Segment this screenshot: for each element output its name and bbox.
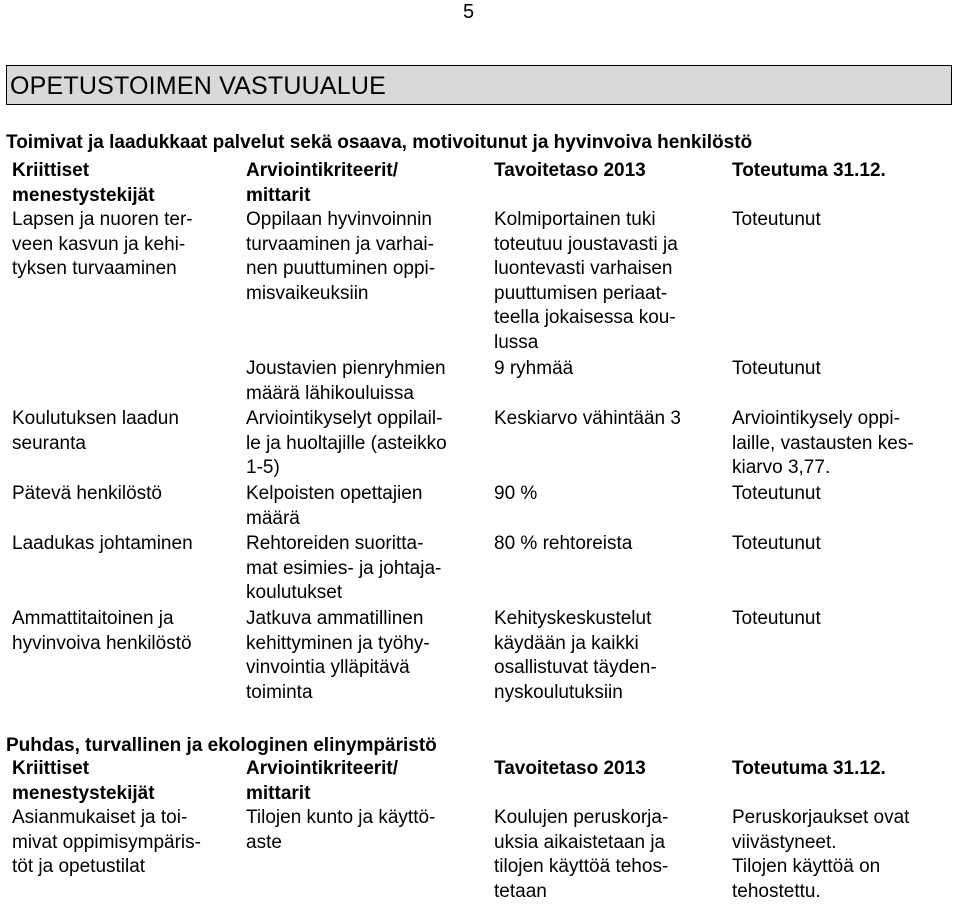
- table-cell: Pätevä henkilöstö: [12, 483, 162, 504]
- table-cell: Joustavien pienryhmien määrä lähikouluissa: [246, 358, 446, 404]
- header-cell: Tavoitetaso 2013: [494, 160, 646, 181]
- table-cell: Rehtoreiden suoritta- mat esimies- ja johtaja- koulutukset: [246, 533, 442, 603]
- table-cell: Arviointikyselyt oppilail- le ja huoltajille (asteikko 1-5): [246, 408, 447, 478]
- table-cell: Ammattitaitoinen ja hyvinvoiva henkilöstö: [12, 608, 192, 654]
- table-cell: Oppilaan hyvinvoinnin turvaaminen ja varhai- nen puuttuminen oppi- misvaikeuksiin: [246, 209, 436, 304]
- title-banner: [6, 65, 952, 105]
- table-cell: Lapsen ja nuoren ter- veen kasvun ja kehi- tyksen turvaaminen: [12, 209, 193, 279]
- table-cell: Toteutunut: [732, 533, 821, 554]
- table-cell: Toteutunut: [732, 608, 821, 629]
- table-cell: Kelpoisten opettajien määrä: [246, 483, 423, 529]
- header-cell: Tavoitetaso 2013: [494, 758, 646, 779]
- header-cell: Kriittiset menestystekijät: [12, 160, 155, 206]
- table-cell: Tilojen kunto ja käyttö- aste: [246, 807, 436, 853]
- header-cell: Arviointikriteerit/ mittarit: [246, 758, 399, 804]
- table-cell: Keskiarvo vähintään 3: [494, 408, 681, 429]
- table-cell: 9 ryhmää: [494, 358, 574, 379]
- table-cell: 90 %: [494, 483, 538, 504]
- header-cell: Kriittiset menestystekijät: [12, 758, 155, 804]
- table-cell: Toteutunut: [732, 358, 821, 379]
- table-cell: Toteutunut: [732, 483, 821, 504]
- table-cell: 80 % rehtoreista: [494, 533, 633, 554]
- table-cell: Laadukas johtaminen: [12, 533, 193, 554]
- table-cell: Kolmiportainen tuki toteutuu joustavasti ja luontevasti varhaisen puuttumisen periaat- teella jokaisessa kou- lussa: [494, 209, 678, 353]
- table-cell: Kehityskeskustelut käydään ja kaikki osallistuvat täyden- nyskoulutuksiin: [494, 608, 657, 703]
- page-number: 5: [463, 1, 475, 23]
- table-cell: Peruskorjaukset ovat viivästyneet. Tilojen käyttöä on tehostettu.: [732, 807, 910, 902]
- table-cell: Koulujen peruskorja- uksia aikaistetaan ja tilojen käyttöä tehos- tetaan: [494, 807, 669, 902]
- table-cell: Arviointikysely oppi- laille, vastausten kes- kiarvo 3,77.: [732, 408, 914, 478]
- section-heading-2: Puhdas, turvallinen ja ekologinen elinympäristö: [6, 735, 437, 756]
- header-cell: Arviointikriteerit/ mittarit: [246, 160, 399, 206]
- section-heading-1: Toimivat ja laadukkaat palvelut sekä osaava, motivoitunut ja hyvinvoiva henkilöstö: [6, 132, 753, 153]
- header-cell: Toteutuma 31.12.: [732, 758, 886, 779]
- table-cell: Koulutuksen laadun seuranta: [12, 408, 179, 454]
- table-cell: Asianmukaiset ja toi- mivat oppimisympäris- töt ja opetustilat: [12, 807, 201, 877]
- page-title: OPETUSTOIMEN VASTUUALUE: [10, 72, 386, 100]
- table-cell: Toteutunut: [732, 209, 821, 230]
- header-cell: Toteutuma 31.12.: [732, 160, 886, 181]
- table-cell: Jatkuva ammatillinen kehittyminen ja työhy- vinvointia ylläpitävä toiminta: [246, 608, 430, 703]
